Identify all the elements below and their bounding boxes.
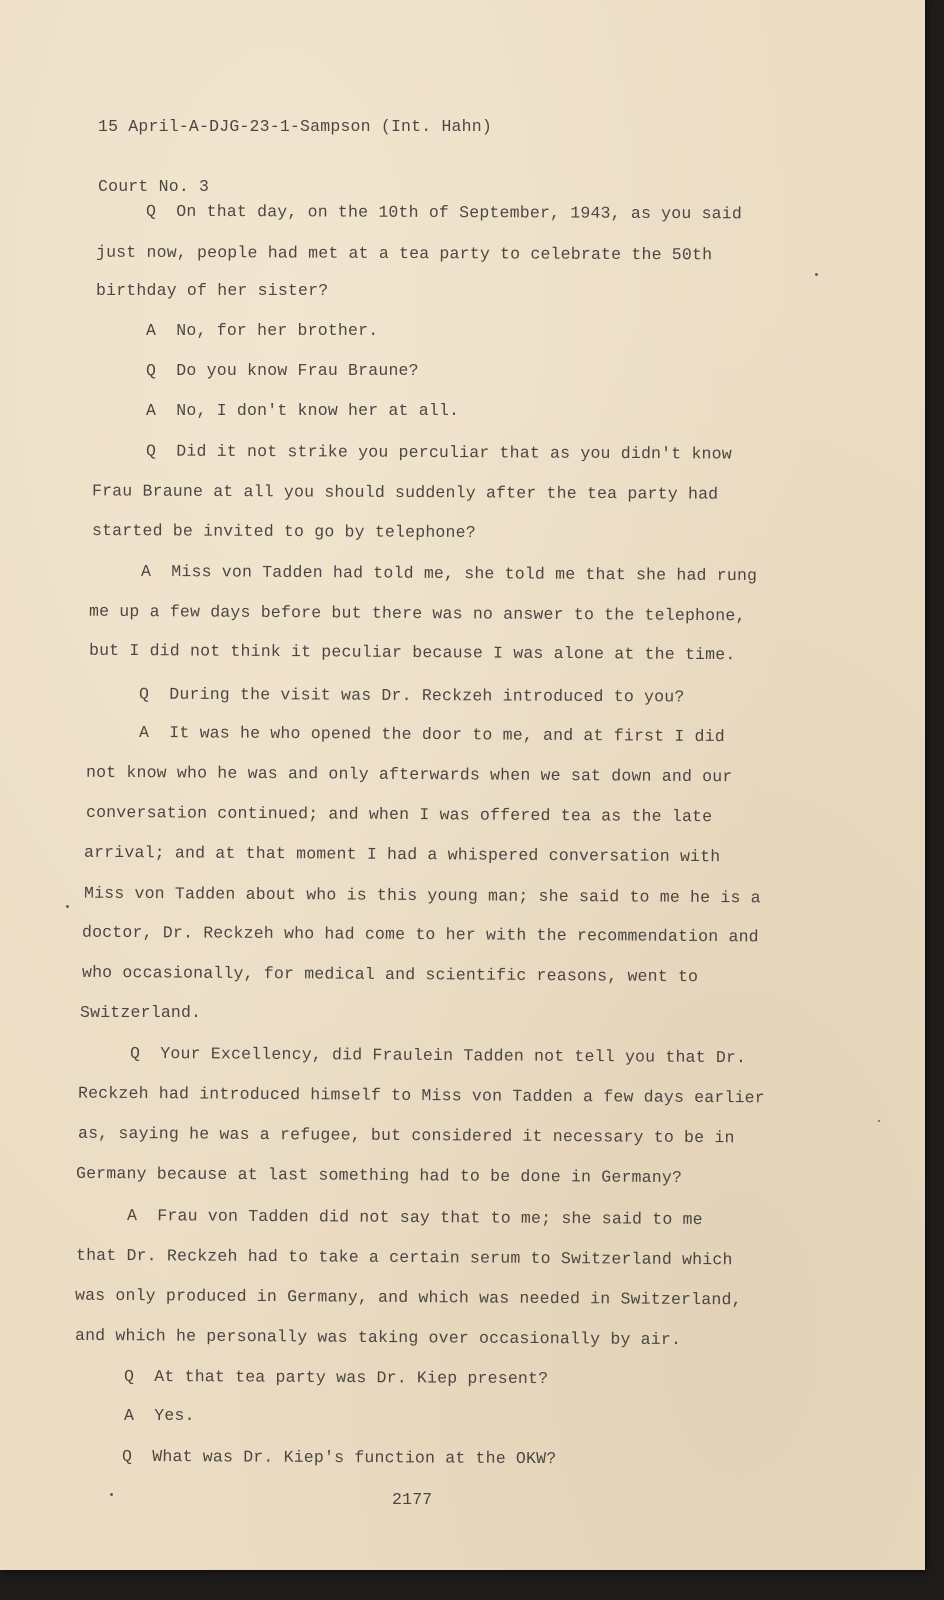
- transcript-line: Reckzeh had introduced himself to Miss von Tadden a few days earlier: [77, 1083, 765, 1108]
- transcript-line: arrival; and at that moment I had a whispered conversation with: [83, 842, 721, 867]
- transcript-line: Frau Braune at all you should suddenly after the tea party had: [91, 481, 719, 504]
- transcript-line: but I did not think it peculiar because I was alone at the time.: [88, 640, 736, 665]
- transcript-line: Q What was Dr. Kiep's function at the OKW?: [121, 1446, 557, 1469]
- transcript-line: Q On that day, on the 10th of September, 1943, as you said: [145, 201, 743, 224]
- transcript-line: just now, people had met at a tea party to celebrate the 50th: [95, 242, 713, 265]
- transcript-line: Q Did it not strike you perculiar that as you didn't know: [145, 441, 732, 464]
- header-court-line: Court No. 3: [98, 177, 210, 196]
- transcript-line: and which he personally was taking over occasionally by air.: [74, 1325, 682, 1350]
- transcript-line: started be invited to go by telephone?: [91, 520, 476, 543]
- transcript-line: A Miss von Tadden had told me, she told me that she had rung: [140, 561, 758, 586]
- transcript-line: A Yes.: [124, 1406, 195, 1425]
- transcript-line: not know who he was and only afterwards when we sat down and our: [85, 762, 733, 787]
- paper-speck: [110, 1493, 113, 1496]
- transcript-line: as, saying he was a refugee, but considered it necessary to be in: [77, 1123, 735, 1148]
- transcript-line: Switzerland.: [80, 1003, 202, 1022]
- transcript-line: A It was he who opened the door to me, and at first I did: [138, 722, 725, 747]
- paper-speck: [815, 273, 818, 276]
- transcript-line: conversation continued; and when I was offered tea as the late: [85, 802, 713, 827]
- transcript-line: A Frau von Tadden did not say that to me; she said to me: [126, 1205, 703, 1230]
- transcript-line: Germany because at last something had to be done in Germany?: [75, 1163, 683, 1188]
- transcript-line: who occasionally, for medical and scientific reasons, went to: [81, 962, 699, 987]
- paper-speck: [66, 905, 69, 908]
- transcript-line: was only produced in Germany, and which was needed in Switzerland,: [74, 1285, 742, 1310]
- transcript-line: doctor, Dr. Reckzeh who had come to her with the recommendation and: [81, 922, 759, 947]
- paper-speck: [878, 1120, 880, 1122]
- transcript-line: Q Your Excellency, did Fraulein Tadden not tell you that Dr.: [129, 1043, 747, 1068]
- transcript-line: birthday of her sister?: [96, 281, 329, 300]
- transcript-line: Miss von Tadden about who is this young man; she said to me he is a: [83, 883, 761, 908]
- transcript-line: A No, for her brother.: [146, 321, 379, 340]
- header-case-line: 15 April-A-DJG-23-1-Sampson (Int. Hahn): [98, 117, 492, 136]
- transcript-line: Q During the visit was Dr. Reckzeh introduced to you?: [138, 684, 685, 707]
- transcript-line: A No, I don't know her at all.: [146, 401, 460, 420]
- transcript-line: Q Do you know Frau Braune?: [146, 361, 419, 380]
- page-number: 2177: [392, 1490, 433, 1509]
- transcript-line: Q At that tea party was Dr. Kiep present?: [123, 1366, 549, 1389]
- transcript-line: me up a few days before but there was no answer to the telephone,: [88, 601, 746, 626]
- transcript-line: that Dr. Reckzeh had to take a certain serum to Switzerland which: [75, 1245, 733, 1270]
